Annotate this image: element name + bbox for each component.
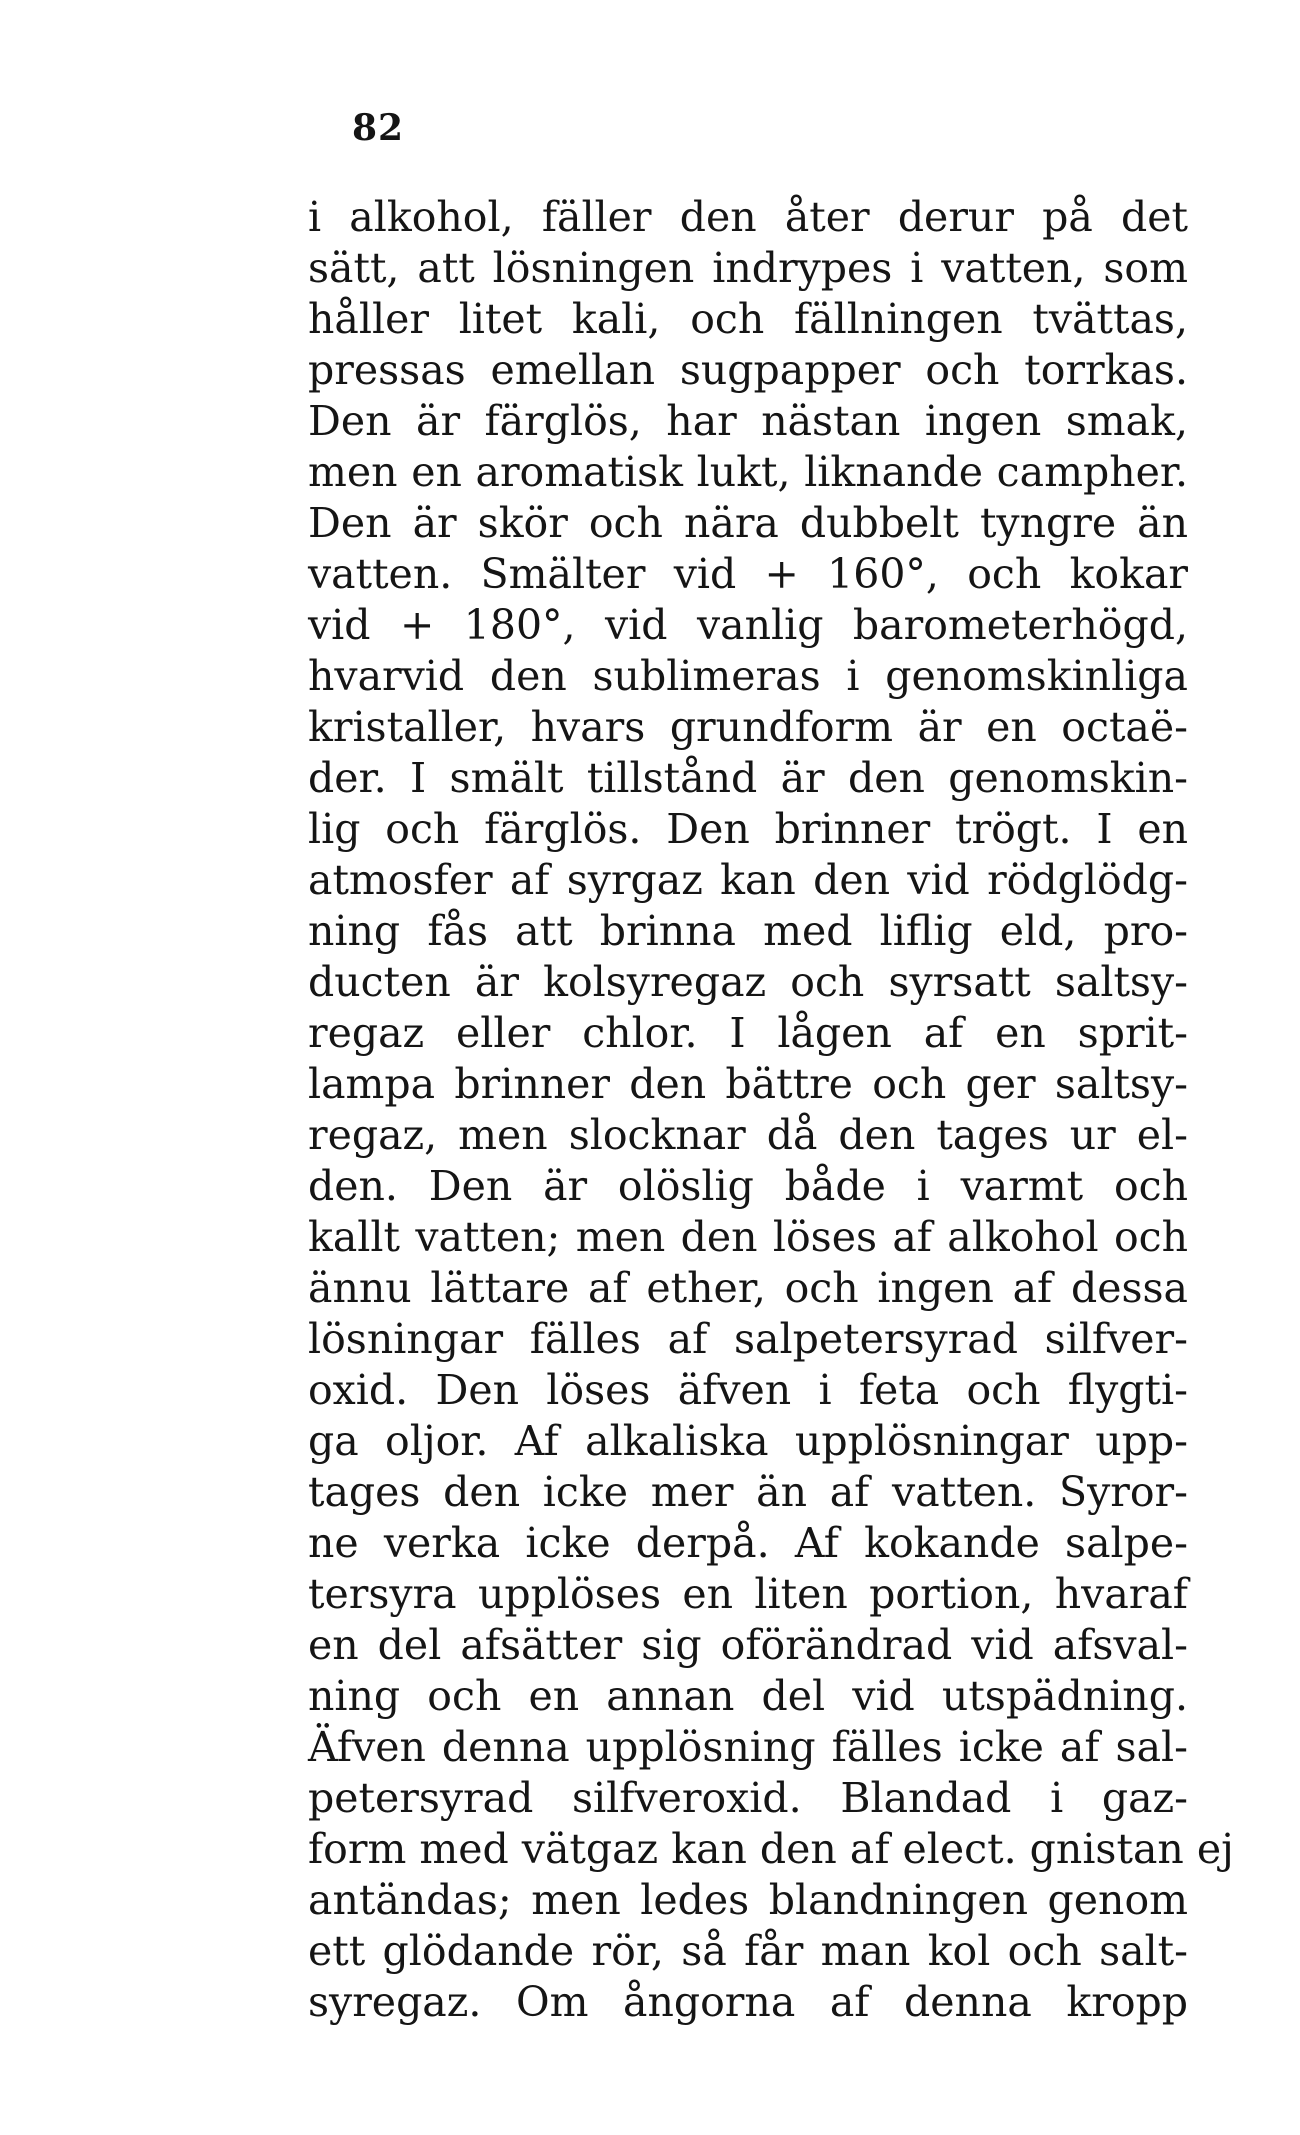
text-line: den. Den är olöslig både i varmt och xyxy=(308,1162,1188,1210)
text-line: antändas; men ledes blandningen genom xyxy=(308,1876,1188,1924)
text-line: men en aromatisk lukt, liknande campher. xyxy=(308,448,1188,496)
text-line: atmosfer af syrgaz kan den vid rödglödg- xyxy=(308,856,1188,904)
text-line: ducten är kolsyregaz och syrsatt saltsy- xyxy=(308,958,1188,1006)
text-line: form med vätgaz kan den af elect. gnistan ej xyxy=(308,1825,1234,1873)
text-line: sätt, att lösningen indrypes i vatten, som xyxy=(308,244,1188,292)
text-line: lig och färglös. Den brinner trögt. I en xyxy=(308,805,1188,853)
text-line: syregaz. Om ångorna af denna kropp xyxy=(308,1978,1188,2026)
text-line: petersyrad silfveroxid. Blandad i gaz- xyxy=(308,1774,1188,1822)
text-line: håller litet kali, och fällningen tvättas, xyxy=(308,295,1188,343)
text-line: tersyra upplöses en liten portion, hvaraf xyxy=(308,1570,1188,1618)
text-line: Den är skör och nära dubbelt tyngre än xyxy=(308,499,1188,547)
text-line: i alkohol, fäller den åter derur på det xyxy=(308,193,1188,241)
text-line: ning fås att brinna med liflig eld, pro- xyxy=(308,907,1188,955)
body-text xyxy=(308,192,1234,2028)
text-line: vatten. Smälter vid + 160°, och kokar xyxy=(308,550,1188,598)
text-line: ning och en annan del vid utspädning. xyxy=(308,1672,1188,1720)
text-line: ne verka icke derpå. Af kokande salpe- xyxy=(308,1519,1188,1567)
text-line: en del afsätter sig oförändrad vid afsval- xyxy=(308,1621,1188,1669)
text-line: pressas emellan sugpapper och torrkas. xyxy=(308,346,1188,394)
text-line: lösningar fälles af salpetersyrad silfver- xyxy=(308,1315,1188,1363)
text-line: ga oljor. Af alkaliska upplösningar upp- xyxy=(308,1417,1188,1465)
text-line: tages den icke mer än af vatten. Syror- xyxy=(308,1468,1188,1516)
page-number: 82 xyxy=(352,107,405,149)
text-line: lampa brinner den bättre och ger saltsy- xyxy=(308,1060,1188,1108)
text-line: vid + 180°, vid vanlig barometerhögd, xyxy=(308,601,1188,649)
text-line: oxid. Den löses äfven i feta och flygti- xyxy=(308,1366,1188,1414)
text-line: kallt vatten; men den löses af alkohol och xyxy=(308,1213,1188,1261)
text-line: Äfven denna upplösning fälles icke af sal- xyxy=(308,1723,1188,1771)
text-line: ännu lättare af ether, och ingen af dessa xyxy=(308,1264,1188,1312)
text-line: hvarvid den sublimeras i genomskinliga xyxy=(308,652,1188,700)
text-line: regaz, men slocknar då den tages ur el- xyxy=(308,1111,1188,1159)
text-line: der. I smält tillstånd är den genomskin- xyxy=(308,754,1188,802)
text-line: ett glödande rör, så får man kol och salt- xyxy=(308,1927,1188,1975)
text-line: regaz eller chlor. I lågen af en sprit- xyxy=(308,1009,1188,1057)
text-line: kristaller, hvars grundform är en octaë- xyxy=(308,703,1188,751)
text-line: Den är färglös, har nästan ingen smak, xyxy=(308,397,1188,445)
